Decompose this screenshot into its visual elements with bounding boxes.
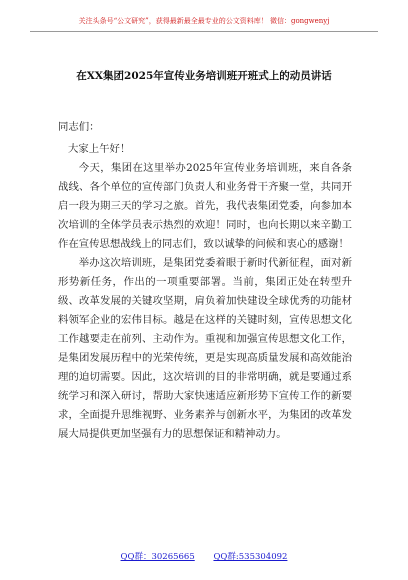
header-notice: 关注头条号“公文研究”，获得最新最全最专业的公文资料库！ 微信：gongwenyj <box>78 17 330 25</box>
footer-contacts <box>30 550 378 562</box>
paragraph-opening: 今天，集团在这里举办2025年宣传业务培训班，来自各条战线、各个单位的宣传部门负责人和业务骨干齐聚一堂，共同开启一段为期三天的学习之旅。首先，我代表集团党委，向参加本次培训的全体学员表示热烈的欢迎！同时，也向长期以来辛勤工作在宣传思想战线上的同志们，致以诚挚的问候和衷心的感谢！ <box>58 162 352 250</box>
footer-qq-group-1[interactable]: QQ群：30265665 <box>120 552 195 562</box>
paragraph-purpose: 举办这次培训班，是集团党委着眼于新时代新征程，面对新形势新任务，作出的一项重要部署。当前，集团正处在转型升级、改革发展的关键攻坚期，肩负着加快建设全球优秀的功能材料领军企业的宏伟目标。越是在这样的关键时刻，宣传思想文化工作越要走在前列、主动作为。重视和加强宣传思想文化工作，是集团发展历程中的光荣传统，更是实现高质量发展和高效能治理的迫切需要。因此，这次培训的目的非常明确，就是要通过系统学习和深入研讨，帮助大家快速适应新形势下宣传工作的新要求，全面提升思维视野、业务素养与创新水平，为集团的改革发展大局提供更加坚强有力的思想保证和精神动力。 <box>58 257 352 440</box>
document-body <box>58 118 352 444</box>
greeting: 大家上午好！ <box>68 143 131 155</box>
header-divider <box>30 31 378 32</box>
salutation: 同志们： <box>58 121 100 133</box>
document-title: 在XX集团2025年宣传业务培训班开班式上的动员讲话 <box>76 70 332 82</box>
footer-qq-group-2[interactable]: QQ群:535304092 <box>213 552 288 562</box>
